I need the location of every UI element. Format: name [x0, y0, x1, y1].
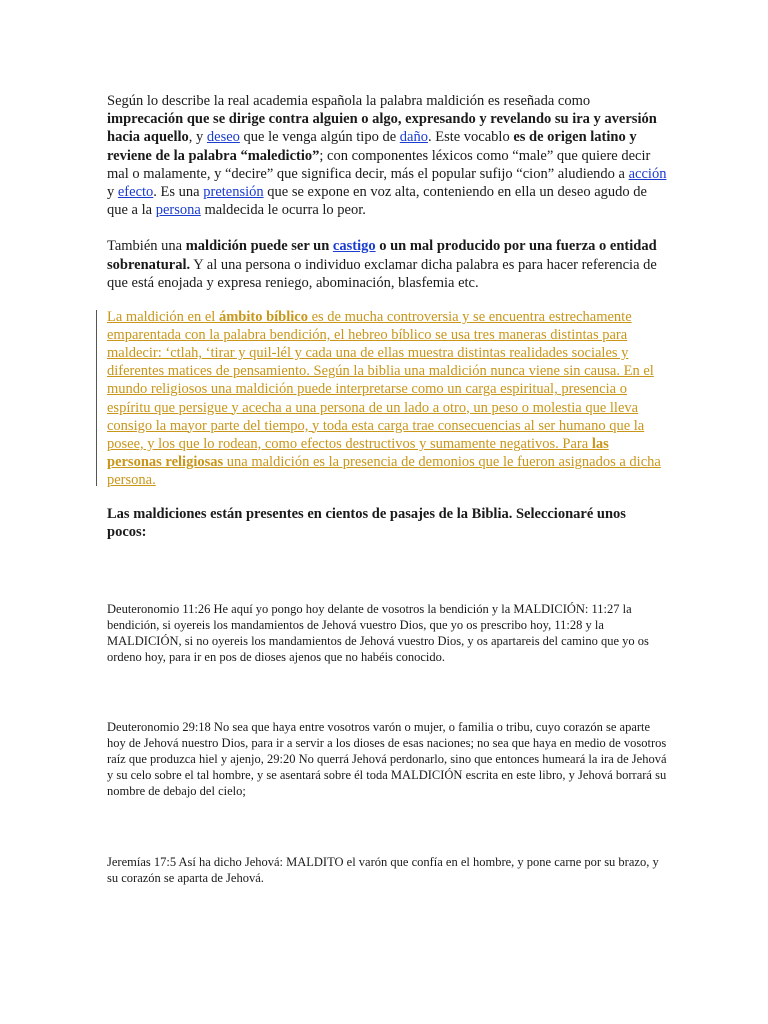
second-paragraph: [107, 237, 667, 292]
link-accion[interactable]: acción: [628, 165, 667, 182]
link-dano[interactable]: daño: [399, 129, 428, 146]
text-run: También una: [107, 238, 186, 255]
text-run: Y al una persona o individuo exclamar dicha palabra es para hacer referencia de que está enojada y expresa reniego, abominación, blasfemia etc.: [107, 256, 657, 291]
section-heading: Las maldiciones están presentes en cientos de pasajes de la Biblia. Seleccionaré unos pocos:: [107, 505, 626, 541]
bold-run: imprecación que se dirige contra alguien o algo, expresando y revelando su ira y aversión hacia aquello: [107, 111, 657, 146]
text-run: La maldición en el: [107, 309, 219, 326]
document-page: [107, 92, 667, 887]
text-run: y: [107, 184, 118, 201]
text-run: . Es una: [153, 184, 204, 201]
quote-bar: [96, 310, 97, 486]
text-run: una maldición es la presencia de demonios que le fueron asignados a dicha persona.: [107, 453, 661, 488]
intro-paragraph: [107, 92, 667, 219]
bold-run: ámbito bíblico: [218, 309, 308, 326]
bold-run: o un mal producido por una fuerza o entidad sobrenatural.: [107, 238, 657, 273]
link-deseo[interactable]: deseo: [206, 129, 240, 146]
text-run: . Este vocablo: [427, 129, 514, 146]
link-castigo[interactable]: castigo: [332, 238, 376, 255]
text-run: ; con componentes léxicos como “male” que quiere decir mal o malamente, y “decire” que significa decir, más el popular sufijo “cion” aludiendo a: [107, 147, 651, 182]
bold-run: maldición puede ser un: [185, 238, 333, 255]
link-efecto[interactable]: efecto: [117, 184, 154, 201]
text-run: que le venga algún tipo de: [239, 129, 400, 146]
bold-run: es de origen latino y reviene de la palabra “maledictio”: [107, 129, 637, 164]
verse-deuteronomio-11: Deuteronomio 11:26 He aquí yo pongo hoy delante de vosotros la bendición y la MALDICIÓN: 11:27 la bendición, si oyereis los mandamientos de Jehová vuestro Dios, que yo os prescribo hoy, 11:28 y la MALDICIÓN, si no oyereis los mandamientos de Jehová vuestro Dios, y os apartareis del camino que yo os ordeno hoy, para ir en pos de dioses ajenos que no habéis conocido.: [107, 601, 649, 664]
text-run: Según lo describe la real academia española la palabra maldición es reseñada como: [107, 93, 591, 109]
text-run: que se expone en voz alta, conteniendo en ella un deseo agudo de que a la: [107, 184, 647, 219]
text-run: es de mucha controversia y se encuentra estrechamente emparentada con la palabra bendición, el hebreo bíblico se usa tres maneras distintas para maldecir: ‘ctlah, ‘tirar y quil-lél y cada una de ellas muestra distintas realidades sociales y diferentes matices de pensamiento. Según la biblia una maldición nunca viene sin causa. En el mundo religiosos una maldición puede interpretarse como un carga espiritual, presencia o espíritu que persigue y acecha a una persona de un lado a otro, un peso o molestia que lleva consigo la mayor parte del tiempo, y toda esta carga trae consecuencias al ser humano que la posee, y los que lo rodean, como efectos destructivos y sumamente negativos. Para: [107, 309, 654, 452]
text-run: maldecida le ocurra lo peor.: [200, 202, 366, 219]
bold-run: las personas religiosas: [107, 435, 609, 470]
verse-deuteronomio-29: Deuteronomio 29:18 No sea que haya entre vosotros varón o mujer, o familia o tribu, cuyo corazón se aparte hoy de Jehová nuestro Dios, para ir a servir a los dioses de esas naciones; no sea que haya en medio de vosotros raíz que produzca hiel y ajenjo, 29:20 No querrá Jehová perdonarlo, sino que entonces humeará la ira de Jehová y su celo sobre el tal hombre, y se asentará sobre él toda MALDICIÓN escrita en este libro, y Jehová borrará su nombre de debajo del cielo;: [107, 720, 667, 799]
quoted-paragraph[interactable]: [107, 308, 667, 489]
link-pretension[interactable]: pretensión: [203, 184, 264, 201]
link-persona[interactable]: persona: [155, 202, 201, 219]
verse-jeremias-17: Jeremías 17:5 Así ha dicho Jehová: MALDITO el varón que confía en el hombre, y pone carne por su brazo, y su corazón se aparta de Jehová.: [107, 854, 659, 885]
text-run: , y: [188, 129, 207, 146]
